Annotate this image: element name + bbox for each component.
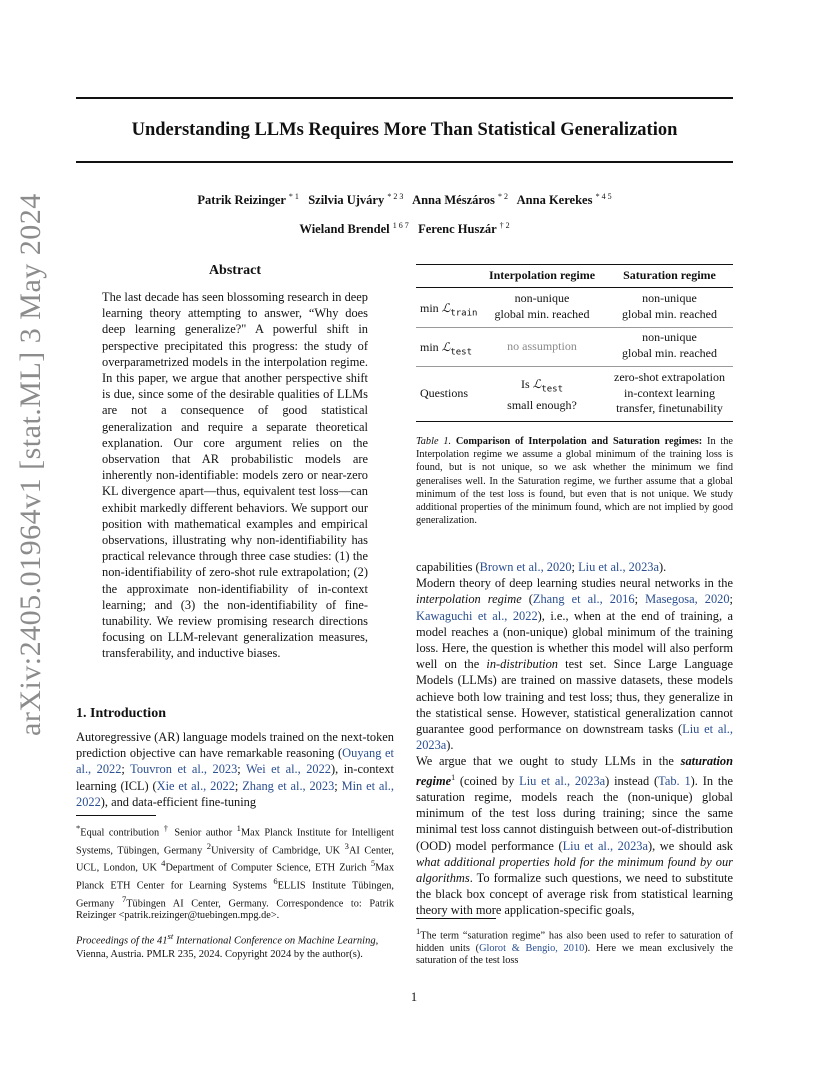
abstract-heading: Abstract (208, 263, 262, 278)
citation-link[interactable]: Ouyang et al., 2022 (76, 746, 394, 777)
arxiv-stamp: arXiv:2405.01964v1 [stat.ML] 3 May 2024 (14, 193, 47, 736)
author: Wieland Brendel $^{1 6 7}$ (299, 221, 409, 237)
footnote-rule-left (76, 815, 156, 816)
author: Anna Kerekes $^{* 4 5}$ (516, 192, 612, 208)
right-column-text (416, 559, 733, 919)
title-rule-top (76, 97, 733, 99)
citation-link[interactable]: Wei et al., 2022 (246, 762, 332, 777)
citation-link[interactable]: Xie et al., 2022 (156, 778, 235, 793)
citation-link[interactable]: Masegosa, 2020 (645, 592, 730, 607)
cell-interp-questions: Is ℒ$_{test}$ small enough? (507, 377, 577, 412)
cell-sat-train: non-unique global min. reached (622, 291, 717, 321)
citation-link[interactable]: Zhang et al., 2023 (242, 778, 335, 793)
author: Patrik Reizinger $^{* 1}$ (197, 192, 299, 208)
authors-line-1 (76, 192, 733, 208)
paragraph: Modern theory of deep learning studies neural networks in the interpolation regime (Zhang et al., 2016; Masegosa, 2020; Kawaguchi et al., 2022), i.e., when at the end of training, a model reaches a (non-unique) global minimum of the training loss. Here, the question is whether this model will also perform well on the in-distribution test set. Since Large Language Models (LLMs) are trained on massive datasets, these models achieve both low training and test loss; thus, they generalize in the statistical sense. However, statistical generalization cannot guarantee good performance on downstream tasks (Liu et al., 2023a). (416, 576, 734, 753)
table-rule-row1 (416, 327, 733, 328)
authors-line-2 (76, 221, 733, 237)
table-rule-row2 (416, 366, 733, 367)
footnote-rule-right (416, 918, 496, 919)
citation-link[interactable]: Glorot & Bengio, 2010 (479, 942, 585, 954)
intro-paragraph: Autoregressive (AR) language models trained on the next-token prediction objective can have remarkable reasoning (Ouyang et al., 2022; Touvron et al., 2023; Wei et al., 2022), in-context learning (ICL) (Xie et al., 2022; Zhang et al., 2023; Min et al., 2022), and data-efficient fine-tuning (76, 730, 395, 809)
cell-interp-test: no assumption (507, 339, 577, 353)
saturation-footnote: $^1$The term “saturation regime” has also been used to refer to saturation of hidden units (Glorot & Bengio, 2010). Here we mean exclusively the saturation of the test loss (416, 926, 733, 966)
table-reference-link[interactable]: Tab. 1 (658, 773, 691, 788)
title-rule-bottom (76, 161, 733, 163)
cell-sat-test: non-unique global min. reached (622, 330, 717, 360)
section-heading-introduction: 1. Introduction (76, 706, 166, 721)
row-label-min-test: min ℒ$_{test}$ (420, 340, 473, 358)
table-rule-top (416, 264, 733, 265)
author: Anna Mészáros $^{* 2}$ (412, 192, 508, 208)
table-header-saturation: Saturation regime (623, 268, 716, 282)
table-caption: Table 1. Comparison of Interpolation and Saturation regimes: In the Interpolation regime we assume a global minimum of the training loss is found, but is not unique, so we ask whether the minimum we find generalises well. In the Saturation regime, we further assume that a global minimum of the test loss is found, but even that is not unique. We study additional properties of the minimum found, which are not implied by good generalization. (416, 436, 734, 527)
table-header-interpolation: Interpolation regime (488, 268, 596, 282)
cell-interp-train: non-unique global min. reached (494, 291, 590, 321)
table-rule-bottom (416, 421, 733, 422)
abstract-text: The last decade has seen blossoming research in deep learning theory attempting to answer, “Why does deep learning generalize?" A powerful shift in perspective precipitated this progress: the study of overparametrized models in the interpolation regime. In this paper, we argue that another perspective shift is due, since some of the desirable qualities of LLMs are not a consequence of good statistical generalization and require a separate theoretical explanation. Our core argument relies on the observation that AR probabilistic models are inherently non-identifiable: models zero or near-zero KL divergence apart—thus, equivalent test loss—can exhibit markedly different behaviors. We support our position with mathematical examples and empirical observations, illustrating why non-identifiability has practical relevance through three case studies: (1) the non-identifiability of zero-shot rule extrapolation; (2) the approximate non-identifiability of in-context learning; and (3) the non-identifiability of fine-tunability. We review promising research directions focusing on LLM-relevant generalization measures, transferability, and inductive biases. (102, 290, 368, 661)
proceedings-note: Proceedings of the 41st International Conference on Machine Learning, Vienna, Austria. PMLR 235, 2024. Copyright 2024 by the author(s). (76, 931, 379, 960)
author: Szilvia Ujváry $^{* 2 3}$ (308, 192, 404, 208)
citation-link[interactable]: Liu et al., 2023a (519, 773, 606, 788)
row-label-min-train: min ℒ$_{train}$ (420, 301, 478, 319)
citation-link[interactable]: Liu et al., 2023a (562, 838, 648, 853)
paragraph: capabilities (Brown et al., 2020; Liu et al., 2023a). (416, 560, 667, 574)
citation-link[interactable]: Touvron et al., 2023 (130, 762, 238, 777)
table-rule-header (416, 287, 733, 288)
citation-link[interactable]: Kawaguchi et al., 2022 (416, 608, 538, 623)
citation-link[interactable]: Brown et al., 2020 (479, 560, 572, 574)
row-label-questions: Questions (420, 386, 468, 400)
author: Ferenc Huszár $^{\dagger 2}$ (418, 221, 510, 237)
affiliations-footnote: *Equal contribution † Senior author $^1$Max Planck Institute for Intelligent Systems, Tübingen, Germany $^2$University of Cambridge, UK $^3$AI Center, UCL, London, UK $^4$Department of Computer Science, ETH Zurich $^5$Max Planck ETH Center for Learning Systems $^6$ELLIS Institute Tübingen, Germany $^7$Tübingen AI Center, Germany. Correspondence to: Patrik Reizinger <patrik.reizinger@tuebingen.mpg.de>. (76, 823, 395, 922)
citation-link[interactable]: Zhang et al., 2016 (532, 592, 635, 607)
paragraph: We argue that we ought to study LLMs in the saturation regime$^1$ (coined by Liu et al., 2023a) instead (Tab. 1). In the saturation regime, models reach the (non-unique) global minimum of the test loss during training; since the same minimal test loss cannot distinguish between out-of-distribution (OOD) model performance (Liu et al., 2023a), we should ask what additional properties hold for the minimum found by our algorithms. To formalize such questions, we need to substitute the black box concept of average risk from statistical learning theory with more application-specific goals, (416, 754, 733, 918)
page-number: 1 (410, 990, 418, 1004)
cell-sat-questions: zero-shot extrapolation in-context learning transfer, finetunability (614, 370, 725, 415)
citation-link[interactable]: Liu et al., 2023a (416, 722, 734, 753)
citation-link[interactable]: Min et al., 2022 (76, 778, 395, 809)
paper-title: Understanding LLMs Requires More Than Statistical Generalization (131, 120, 678, 140)
citation-link[interactable]: Liu et al., 2023a (578, 560, 659, 574)
